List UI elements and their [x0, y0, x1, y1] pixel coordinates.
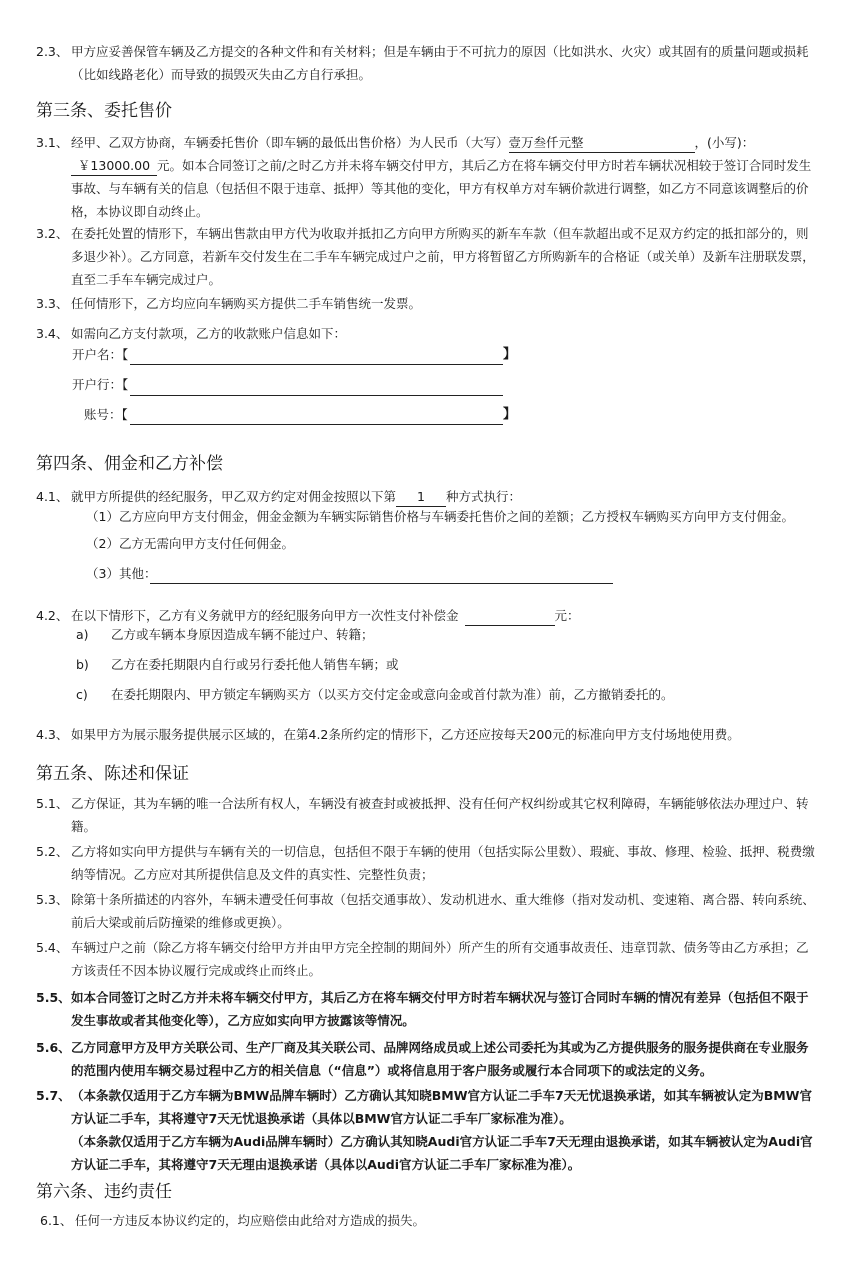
clause-number: 5.3、	[36, 892, 69, 907]
compensation-amount-field[interactable]	[465, 607, 555, 626]
clause-text-part: 就甲方所提供的经纪服务，甲乙双方约定对佣金按照以下第	[71, 489, 397, 504]
sale-price-uppercase: 壹万叁仟元整	[509, 134, 695, 153]
clause-number: 5.1、	[36, 796, 69, 811]
bank-field[interactable]	[130, 395, 503, 396]
clause-text: 车辆过户之前（除乙方将车辆交付给甲方并由甲方完全控制的期间外）所产生的所有交通事故责任、违章罚款、债务等由乙方承担；乙方该责任不因本协议履行完成或终止而终止。	[71, 940, 809, 978]
item-c-label: c)	[76, 687, 88, 702]
clause-number: 5.7、	[36, 1088, 71, 1103]
clause-6-1	[40, 1209, 816, 1232]
clause-text: 如需向乙方支付款项，乙方的收款账户信息如下：	[71, 326, 347, 341]
clause-number: 5.2、	[36, 844, 69, 859]
clause-3-3	[36, 292, 816, 315]
bank-label: 开户行：【	[72, 377, 129, 392]
clause-5-3	[36, 888, 816, 934]
account-number-label: 账号：【	[84, 407, 128, 422]
clause-number: 3.4、	[36, 326, 69, 341]
option-3: （3）其他：	[86, 566, 157, 581]
account-name-label: 开户名：【	[72, 347, 129, 362]
article-5-heading: 第五条、陈述和保证	[36, 764, 189, 784]
clause-number: 5.5、	[36, 990, 71, 1005]
clause-number: 2.3、	[36, 44, 69, 59]
clause-text-part: 种方式执行：	[446, 489, 522, 504]
clause-number: 3.2、	[36, 226, 69, 241]
item-b: 乙方在委托期限内自行或另行委托他人销售车辆；或	[111, 657, 399, 672]
item-c: 在委托期限内、甲方锁定车辆购买方（以买方交付定金或意向金或首付款为准）前，乙方撤销委托的。	[111, 687, 674, 702]
clause-3-1	[36, 131, 816, 223]
account-name-close: 】	[503, 347, 517, 362]
clause-4-3	[36, 723, 816, 746]
clause-5-5	[36, 986, 816, 1032]
account-number-close: 】	[503, 407, 517, 422]
clause-4-1	[36, 485, 816, 508]
clause-text-part: 在以下情形下，乙方有义务就甲方的经纪服务向甲方一次性支付补偿金	[71, 608, 459, 623]
option-1: （1）乙方应向甲方支付佣金，佣金金额为车辆实际销售价格与车辆委托售价之间的差额；乙方授权车辆购买方向甲方支付佣金。	[86, 509, 794, 524]
item-a: 乙方或车辆本身原因造成车辆不能过户、转籍；	[111, 627, 374, 642]
article-6-heading: 第六条、违约责任	[36, 1182, 172, 1202]
clause-number: 3.3、	[36, 296, 69, 311]
clause-number: 5.4、	[36, 940, 69, 955]
clause-number: 4.3、	[36, 727, 69, 742]
clause-number: 5.6、	[36, 1040, 71, 1055]
clause-text-part: ，(小写)：	[694, 135, 755, 150]
clause-text: 任何情形下，乙方均应向车辆购买方提供二手车销售统一发票。	[71, 296, 422, 311]
clause-text-audi: （本条款仅适用于乙方车辆为Audi品牌车辆时）乙方确认其知晓Audi官方认证二手车7天无理由退换承诺，如其车辆被认定为Audi官方认证二手车，其将遵守7天无理由退换承诺（具体以Audi官方认证二手车厂家标准为准）。	[71, 1134, 813, 1172]
clause-3-2	[36, 222, 816, 291]
clause-5-2	[36, 840, 816, 886]
option-2: （2）乙方无需向甲方支付任何佣金。	[86, 536, 294, 551]
clause-text	[71, 131, 816, 223]
clause-text: 除第十条所描述的内容外，车辆未遭受任何事故（包括交通事故）、发动机进水、重大维修（指对发动机、变速箱、离合器、转向系统、前后大梁或前后防撞梁的维修或更换）。	[71, 892, 815, 930]
item-a-label: a)	[76, 627, 89, 642]
clause-5-7	[36, 1084, 816, 1176]
clause-text: 乙方保证，其为车辆的唯一合法所有权人，车辆没有被查封或被抵押、没有任何产权纠纷或其它权利障碍，车辆能够依法办理过户、转籍。	[71, 796, 809, 834]
article-3-heading: 第三条、委托售价	[36, 101, 172, 121]
clause-5-6	[36, 1036, 816, 1082]
clause-text-part: 元：	[554, 608, 580, 623]
clause-text: 任何一方违反本协议约定的，均应赔偿由此给对方造成的损失。	[75, 1213, 426, 1228]
clause-number: 4.2、	[36, 608, 69, 623]
clause-text	[71, 485, 816, 508]
clause-number: 3.1、	[36, 135, 69, 150]
clause-4-2	[36, 604, 816, 627]
clause-text: 如果甲方为展示服务提供展示区域的，在第4.2条所约定的情形下，乙方还应按每天200元的标准向甲方支付场地使用费。	[71, 727, 740, 742]
option-3-field[interactable]	[150, 583, 613, 584]
clause-text: 甲方应妥善保管车辆及乙方提交的各种文件和有关材料；但是车辆由于不可抗力的原因（比如洪水、火灾）或其固有的质量问题或损耗（比如线路老化）而导致的损毁灭失由乙方自行承担。	[71, 44, 809, 82]
clause-text: 乙方同意甲方及甲方关联公司、生产厂商及其关联公司、品牌网络成员或上述公司委托为其或为乙方提供服务的服务提供商在专业服务的范围内使用车辆交易过程中乙方的相关信息（“信息”）或将信息用于客户服务或履行本合同项下的或法定的义务。	[71, 1040, 809, 1078]
clause-text: 如本合同签订之时乙方并未将车辆交付甲方，其后乙方在将车辆交付甲方时若车辆状况与签订合同时车辆的情况有差异（包括但不限于发生事故或者其他变化等），乙方应如实向甲方披露该等情况。	[71, 990, 809, 1028]
account-name-field[interactable]	[130, 364, 503, 365]
clause-text: 在委托处置的情形下，车辆出售款由甲方代为收取并抵扣乙方向甲方所购买的新车车款（但车款超出或不足双方约定的抵扣部分的，则多退少补）。乙方同意，若新车交付发生在二手车车辆完成过户之前，甲方将暂留乙方所购新车的合格证（或关单）及新车注册联发票，直至二手车车辆完成过户。	[71, 226, 815, 287]
clause-2-3	[36, 40, 816, 86]
clause-text-part: 经甲、乙双方协商，车辆委托售价（即车辆的最低出售价格）为人民币（大写）	[71, 135, 509, 150]
item-b-label: b)	[76, 657, 89, 672]
clause-text-part: 元。如本合同签订之前/之时乙方并未将车辆交付甲方，其后乙方在将车辆交付甲方时若车辆状况相较于签订合同时发生事故、与车辆有关的信息（包括但不限于违章、抵押）等其他的变化，甲方有权单方对车辆价款进行调整，如乙方不同意该调整后的价格，本协议即自动终止。	[71, 158, 812, 219]
clause-3-4	[36, 322, 816, 345]
clause-number: 6.1、	[40, 1213, 73, 1228]
sale-price-lowercase: ￥13000.00	[71, 157, 157, 176]
article-4-heading: 第四条、佣金和乙方补偿	[36, 454, 223, 474]
clause-text: 乙方将如实向甲方提供与车辆有关的一切信息，包括但不限于车辆的使用（包括实际公里数）、瑕疵、事故、修理、检验、抵押、税费缴纳等情况。乙方应对其所提供信息及文件的真实性、完整性负责；	[71, 844, 815, 882]
clause-text	[71, 604, 816, 627]
clause-number: 4.1、	[36, 489, 69, 504]
clause-text-bmw: （本条款仅适用于乙方车辆为BMW品牌车辆时）乙方确认其知晓BMW官方认证二手车7天无忧退换承诺，如其车辆被认定为BMW官方认证二手车，其将遵守7天无忧退换承诺（具体以BMW官方认证二手车厂家标准为准）。	[71, 1088, 812, 1126]
clause-5-4	[36, 936, 816, 982]
clause-5-1	[36, 792, 816, 838]
account-number-field[interactable]	[130, 424, 503, 425]
commission-option-value: 1	[396, 488, 446, 507]
